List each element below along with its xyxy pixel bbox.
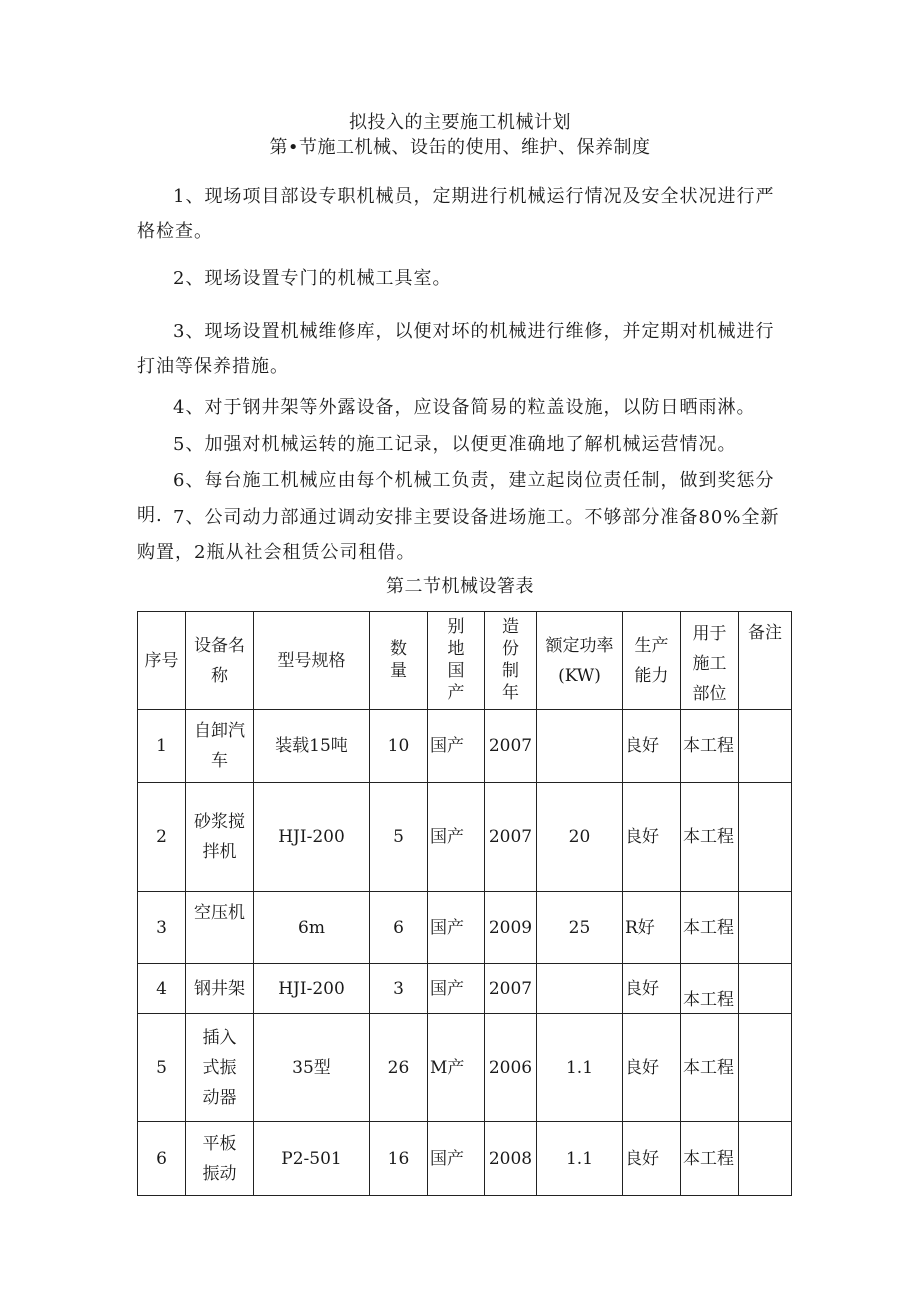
cell-seq: 5 (138, 1014, 186, 1122)
cell-model: HJI-200 (254, 783, 370, 892)
header-model: 型号规格 (254, 612, 370, 710)
header-origin (428, 612, 485, 710)
cell-year: 2007 (485, 710, 537, 783)
cell-capacity: 良好 (623, 710, 681, 783)
cell-name: 钢井架 (186, 964, 254, 1014)
cell-usage: 本工程 (681, 783, 739, 892)
cell-capacity: R好 (623, 892, 681, 964)
cell-model: 6m (254, 892, 370, 964)
cell-name: 空压机 (186, 892, 254, 964)
table-row (138, 1014, 792, 1122)
equipment-table (137, 611, 792, 1196)
header-note: 备注 (739, 612, 792, 710)
cell-seq: 4 (138, 964, 186, 1014)
cell-name: 平板振动 (186, 1122, 254, 1196)
cell-name: 砂浆搅拌机 (186, 783, 254, 892)
paragraph-5: 5、加强对机械运转的施工记录，以便更准确地了解机械运营情况。 (173, 434, 737, 455)
cell-power (537, 964, 623, 1014)
header-power: 额定功率(KW) (537, 612, 623, 710)
cell-power: 1.1 (537, 1122, 623, 1196)
header-seq: 序号 (138, 612, 186, 710)
cell-model: HJI-200 (254, 964, 370, 1014)
cell-qty: 6 (370, 892, 428, 964)
header-usage: 用于施工部位 (681, 612, 739, 710)
cell-model: P2-501 (254, 1122, 370, 1196)
cell-year: 2007 (485, 964, 537, 1014)
cell-seq: 2 (138, 783, 186, 892)
cell-note (739, 710, 792, 783)
cell-usage: 本工程 (681, 710, 739, 783)
cell-year: 2007 (485, 783, 537, 892)
header-year (485, 612, 537, 710)
table-row (138, 710, 792, 783)
cell-usage: 本工程 (681, 1122, 739, 1196)
cell-note (739, 964, 792, 1014)
cell-power: 25 (537, 892, 623, 964)
paragraph-3: 3、现场设置机械维修库，以便对坏的机械进行维修，并定期对机械进行打油等保养措施。 (137, 321, 775, 377)
cell-power (537, 710, 623, 783)
cell-model: 35型 (254, 1014, 370, 1122)
cell-qty: 3 (370, 964, 428, 1014)
cell-origin: 国产 (428, 892, 485, 964)
cell-name: 插入式振动器 (186, 1014, 254, 1122)
table-row (138, 1122, 792, 1196)
header-qty-text: 数量 (390, 638, 407, 681)
header-year-text: 造份制年 (502, 616, 519, 703)
cell-capacity: 良好 (623, 1014, 681, 1122)
header-origin-text: 别地国产 (447, 616, 465, 703)
cell-capacity: 良好 (623, 964, 681, 1014)
cell-usage: 本工程 (681, 892, 739, 964)
document-title: 拟投入的主要施工机械计划 (349, 112, 571, 133)
cell-name: 自卸汽车 (186, 710, 254, 783)
cell-origin: 国产 (428, 783, 485, 892)
cell-year: 2006 (485, 1014, 537, 1122)
cell-qty: 5 (370, 783, 428, 892)
cell-origin: 国产 (428, 964, 485, 1014)
cell-model: 装载15吨 (254, 710, 370, 783)
cell-seq: 1 (138, 710, 186, 783)
paragraph-4: 4、对于钢井架等外露设备，应设备简易的粒盖设施，以防日晒雨淋。 (173, 397, 756, 418)
cell-capacity: 良好 (623, 783, 681, 892)
cell-note (739, 783, 792, 892)
table-row (138, 892, 792, 964)
cell-note (739, 892, 792, 964)
cell-origin: 国产 (428, 1122, 485, 1196)
table-header-row (138, 612, 792, 710)
paragraph-6: 6、每台施工机械应由每个机械工负责，建立起岗位责任制，做到奖惩分明. (137, 470, 775, 526)
table-row (138, 964, 792, 1014)
header-qty (370, 612, 428, 710)
header-name: 设备名称 (186, 612, 254, 710)
cell-origin: M产 (428, 1014, 485, 1122)
cell-qty: 16 (370, 1122, 428, 1196)
paragraph-7: 7、公司动力部通过调动安排主要设备进场施工。不够部分准备80%全新购置，2瓶从社会租赁公司租借。 (137, 507, 780, 563)
cell-seq: 6 (138, 1122, 186, 1196)
table-row (138, 783, 792, 892)
cell-seq: 3 (138, 892, 186, 964)
section-title: 第•节施工机械、设缶的使用、维护、保养制度 (269, 137, 651, 158)
cell-year: 2008 (485, 1122, 537, 1196)
header-capacity: 生产能力 (623, 612, 681, 710)
cell-note (739, 1014, 792, 1122)
paragraph-1: 1、现场项目部设专职机械员，定期进行机械运行情况及安全状况进行严格检查。 (137, 186, 775, 242)
cell-usage: 本工程 (681, 964, 739, 1014)
cell-year: 2009 (485, 892, 537, 964)
cell-qty: 26 (370, 1014, 428, 1122)
cell-note (739, 1122, 792, 1196)
cell-qty: 10 (370, 710, 428, 783)
cell-capacity: 良好 (623, 1122, 681, 1196)
cell-origin: 国产 (428, 710, 485, 783)
paragraph-2: 2、现场设置专门的机械工具室。 (173, 268, 452, 289)
table-caption: 第二节机械设箸表 (386, 576, 534, 597)
cell-usage: 本工程 (681, 1014, 739, 1122)
cell-power: 1.1 (537, 1014, 623, 1122)
cell-power: 20 (537, 783, 623, 892)
